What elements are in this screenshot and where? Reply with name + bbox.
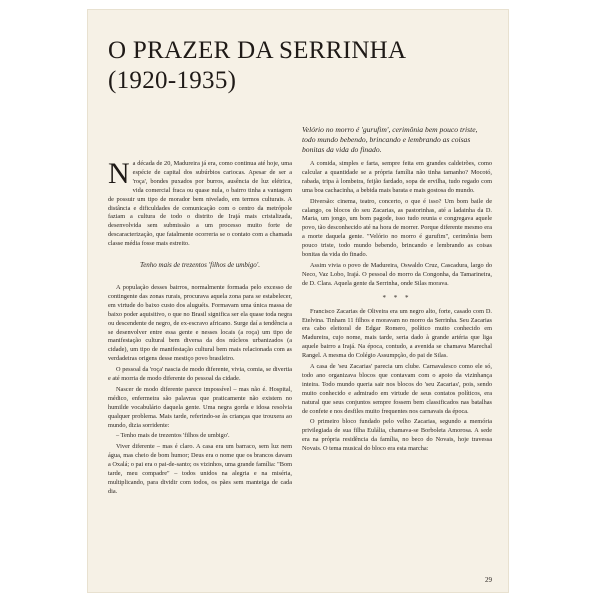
pull-quote: Tenho mais de trezentos 'filhos de umbigo'.	[139, 261, 261, 270]
paragraph: Diversão: cinema, teatro, concerto, o que é isso? Um bom baile de calango, os blocos do seu Zacarias, as pastorinhas, até a ladainha da D. Maria, um jongo, um bom pagode, isso tudo reunia e congregava aquele povo, tão desconhecido até na hora de morrer. Porque diferente mesmo era a morte daquela gente. "Velório no morro é gurufim", cerimônia bem pouco triste, todo mundo bebendo, brincando e lembrando as coisas bonitas da vida do finado.	[302, 197, 492, 259]
paragraph-text: a década de 20, Madureira já era, como continua até hoje, uma espécie de capital dos subúrbios cariocas. Apesar de ser a 'roça', bondes puxados por burros, ausência de luz elétrica, vida comercial fraca ou quase nula, o bairro tinha a vantagem de possuir um tipo de morador bem nivelado, em termos culturais. A distância e dificuldades de comunicação com o centro da metrópole faziam a cultura de todo o distrito de Irajá mais cristalizada, desenvolvida sem submissão a um processo muito forte de descaracterização, que fatalmente ocorreria se o contato com a chamada classe média fosse mais estreito.	[108, 160, 292, 248]
drop-cap: N	[108, 157, 130, 190]
paragraph: O primeiro bloco fundado pelo velho Zacarias, segundo a memória privilegiada de sua filha Eulália, chamava-se Borboleta Amorosa. A sede era na própria residência da família, no beco do Novais, hoje travessa Novais. O tema musical do bloco era esta marcha:	[302, 418, 492, 453]
page-number: 29	[485, 576, 492, 584]
paragraph: Francisco Zacarias de Oliveira era um negro alto, forte, casado com D. Etelvina. Tinham 11 filhos e moravam no morro da Serrinha. Seu Zacarias era cabo eleitoral de Edgar Romero, político muito conhecido em Madureira, cujo nome, mais tarde, seria dado à grande artéria que liga aquele bairro a Irajá. Na época, contudo, a avenida se chamava Marechal Rangel. A mesma do Colégio Assumpção, do pai de Silas.	[302, 307, 492, 360]
page-title	[108, 36, 406, 96]
section-separator: * * *	[382, 293, 412, 302]
paragraph: A comida, simples e farta, sempre feita em grandes caldeirões, como calcular a quantidade se a própria família não tinha tamanho? Mocotó, rabada, tripa à lombeira, feijão fardado, sopa de ervilha, tudo regado com uma boa cachacinha, a bebida mais barata e mais gostosa do mundo.	[302, 160, 492, 194]
book-page	[88, 10, 508, 592]
left-column	[108, 157, 292, 499]
title-main: O PRAZER DA SERRINHA	[108, 37, 407, 64]
paragraph: O pessoal da 'roça' nascia de modo diferente, vivia, comia, se divertia e até morria de modo diferente do pessoal da cidade.	[108, 366, 292, 383]
paragraph: A população desses bairros, normalmente formada pelo excesso de contingente das zonas rurais, procurava aquela zona para se estabelecer, em virtude do baixo custo dos aluguéis. Formavam uma única massa de baixo poder aquisitivo, o que no Brasil significa ser ela quase toda negra ou descendente de negro, de ex-escravo africano. Surge daí a tendência a se desenvolver entre essa gente e nesses locais (a roça) um tipo de manifestação cultural bem diversa da dos núcleos urbanizados (a cidade), um tipo de manifestação cultural bem mais relacionada com as verdadeiras origens desse mestiço povo brasileiro.	[108, 283, 292, 363]
epigraph: Velório no morro é 'gurufim', cerimônia bem pouco triste, todo mundo bebendo, brincando e lembrando as coisas bonitas da vida do finado.	[302, 125, 478, 154]
right-column	[302, 160, 492, 456]
paragraph: Assim vivia o povo de Madureira, Oswaldo Cruz, Cascadura, largo do Neco, Vaz Lobo, Irajá. O pessoal do morro da Congonha, da Tamarineira, de D. Clara. Aquela gente da Serrinha, onde Silas morava.	[302, 261, 492, 287]
paragraph: A casa de 'seu Zacarias' parecia um clube. Carnavalesco como ele só, todo ano organizava blocos que contavam com o apoio da vizinhança inteira. Todo mundo queria sair nos blocos do 'seu Zacarias', pois, sendo muito conhecido e admirado em virtude de seus contatos políticos, era natural que seus conjuntos sempre fossem bem classificados nas batalhas de confete e nos desfiles muito frequentes nos carnavais da época.	[302, 363, 492, 415]
paragraph: Nascer de modo diferente parece impossível – mas não é. Hospital, médico, enfermeira são palavras que praticamente não existem no humilde vocabulário daquela gente. Uma negra gorda e idosa resolvia qualquer problema. Mais tarde, referindo-se às crianças que trouxera ao mundo, dizia sorridente:	[108, 385, 292, 429]
paragraph	[108, 157, 292, 249]
paragraph: – Tenho mais de trezentos 'filhos de umbigo'.	[116, 432, 230, 440]
paragraph: Viver diferente – mas é claro. A casa era um barraco, sem luz nem água, mas cheio de bom humor; Deus era o nome que os brancos davam a Oxalá; o pai era o pai-de-santo; os vizinhos, uma grande família: "Bom tarde, meu compadre" – todos unidos na alegria e na miséria, multiplicando, para dividir com todos, os pães sem manteiga de cada dia.	[108, 443, 292, 495]
title-years: (1920-1935)	[108, 67, 237, 94]
